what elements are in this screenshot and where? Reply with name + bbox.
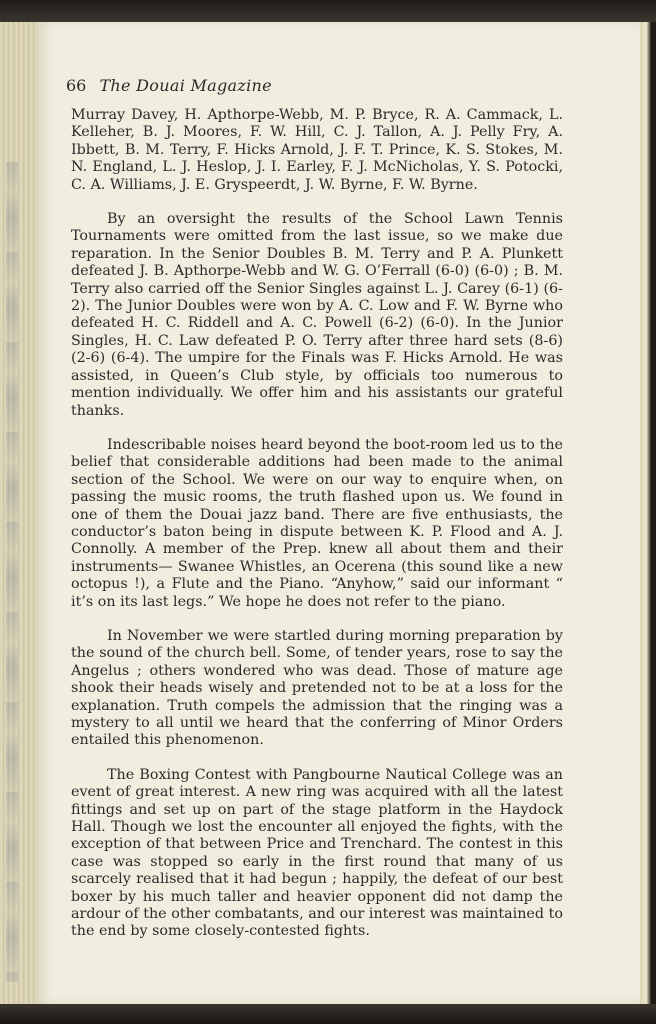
book-right-edge bbox=[640, 22, 656, 1006]
book-page-stack-edge bbox=[0, 22, 38, 1006]
paragraph-name-list: Murray Davey, H. Apthorpe-Webb, M. P. Bryce, R. A. Cammack, L. Kelleher, B. J. Moores, F. W. Hill, C. J. Tallon, A. J. Pelly Fry, A. Ibbett, B. M. Terry, F. Hicks Arnold, J. F. T. Prince, K. S. Stokes, M. N. England, L. J. Heslop, J. I. Earley, F. J. McNicholas, Y. S. Potocki, C. A. Williams, J. E. Gryspeerdt, J. W. Byrne, F. W. Byrne. bbox=[71, 107, 563, 193]
page-body bbox=[71, 107, 563, 958]
scan-top-border bbox=[0, 0, 656, 22]
paragraph-jazz-band: Indescribable noises heard beyond the boot-room led us to the belief that considerable additions had been made to the animal section of the School. We were on our way to enquire when, on passing the music rooms, the truth flashed upon us. We found in one of them the Douai jazz band. There are five enthusiasts, the conductor’s baton being in dispute between K. P. Flood and A. J. Connolly. A member of the Prep. knew all about them and their instruments— Swanee Whistles, an Ocerena (this sound like a new octopus !), a Flute and the Piano. “Anyhow,” said our informant “ it’s on its last legs.” We hope he does not refer to the piano. bbox=[71, 436, 563, 610]
paragraph-lawn-tennis: By an oversight the results of the School Lawn Tennis Tournaments were omitted from the last issue, so we make due reparation. In the Senior Doubles B. M. Terry and P. A. Plunkett defeated J. B. Apthorpe-Webb and W. G. O’Ferrall (6-0) (6-0) ; B. M. Terry also carried off the Senior Singles against L. J. Carey (6-1) (6-2). The Junior Doubles were won by A. C. Low and F. W. Byrne who defeated H. C. Riddell and A. C. Powell (6-2) (6-0). In the Junior Singles, H. C. Law defeated P. O. Terry after three hard sets (8-6) (2-6) (6-4). The umpire for the Finals was F. Hicks Arnold. He was assisted, in Queen’s Club style, by officials too numerous to mention individually. We offer him and his assistants our grateful thanks. bbox=[71, 211, 563, 419]
scan-bottom-border bbox=[0, 1004, 656, 1024]
magazine-title: The Douai Magazine bbox=[99, 76, 272, 95]
paragraph-boxing-contest: The Boxing Contest with Pangbourne Nautical College was an event of great interest. A new ring was acquired with all the latest fittings and set up on part of the stage platform in the Haydock Hall. Though we lost the encounter all enjoyed the fights, with the exception of that between Price and Trenchard. The contest in this case was stopped so early in the first round that many of us scarcely realised that it had begun ; happily, the defeat of our best boxer by his much taller and heavier opponent did not damp the ardour of the other combatants, and our interest was maintained to the end by some closely-contested fights. bbox=[71, 766, 563, 940]
paragraph-church-bell: In November we were startled during morning preparation by the sound of the church bell. Some, of tender years, rose to say the Angelus ; others wondered who was dead. Those of mature age shook their heads wisely and pretended not to be at a loss for the explanation. Truth compels the admission that the ringing was a mystery to all until we heard that the conferring of Minor Orders entailed this phenomenon. bbox=[71, 627, 563, 749]
running-header bbox=[66, 76, 272, 95]
page-number: 66 bbox=[66, 76, 87, 95]
